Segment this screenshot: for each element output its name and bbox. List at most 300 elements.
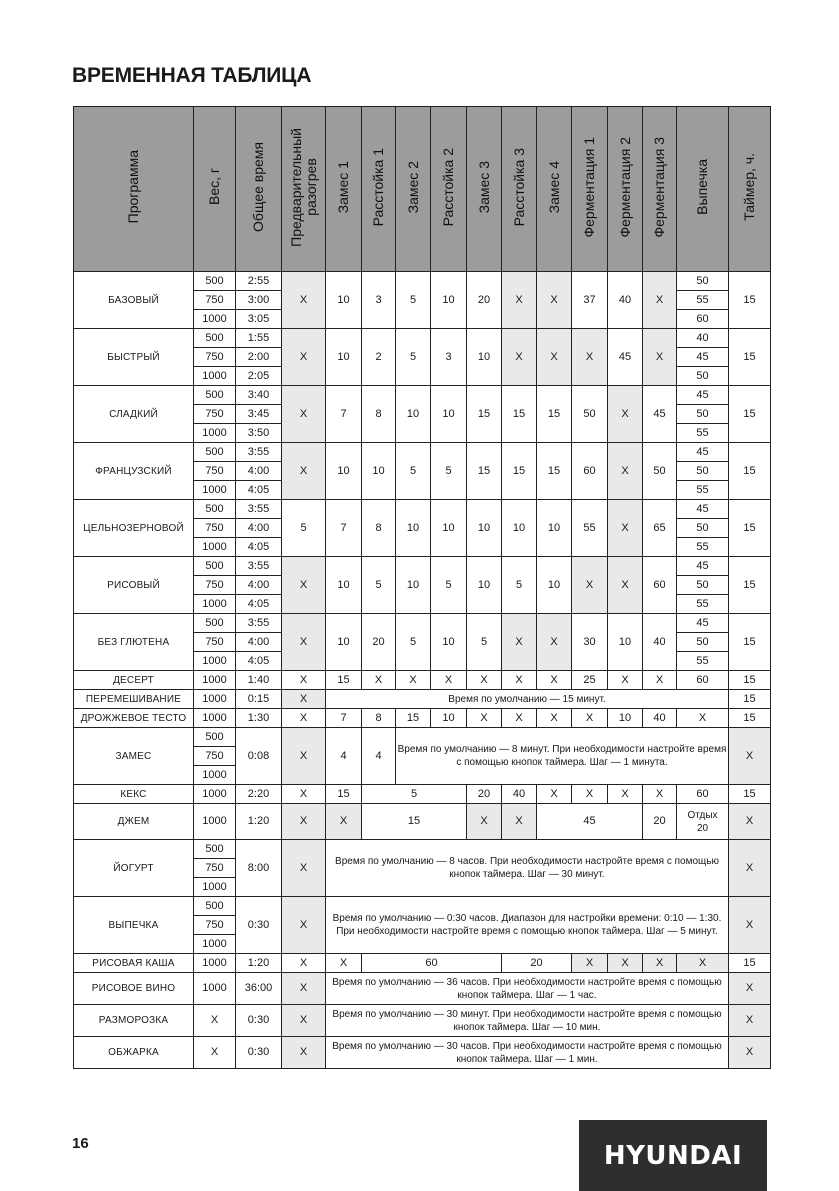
step-cell: 10 [608,709,643,728]
step-cell: X [572,954,608,973]
step-cell: X [608,954,643,973]
step-cell: X [282,329,326,386]
weight-cell: 1000 [194,671,236,690]
weight-cell: 500 [194,728,236,747]
step-cell: 5 [396,272,431,329]
bake-cell: 50 [677,633,729,652]
step-cell: 20 [502,954,572,973]
step-cell: 60 [643,557,677,614]
weight-cell: 750 [194,747,236,766]
rest-value: 20 [696,822,709,834]
step-cell: 10 [326,329,362,386]
table-row [74,973,771,1005]
step-cell: X [467,804,502,840]
step-cell: 10 [431,272,467,329]
timer-cell: X [729,897,771,954]
step-cell: X [502,329,537,386]
bake-cell: 45 [677,557,729,576]
step-cell: X [608,557,643,614]
step-cell: 7 [326,709,362,728]
step-cell: X [537,785,572,804]
step-cell: X [608,386,643,443]
total-time-cell: 1:40 [236,671,282,690]
weight-cell: 1000 [194,954,236,973]
table-row [74,897,771,916]
step-cell: 15 [467,386,502,443]
step-cell: 10 [396,557,431,614]
step-cell: 4 [362,728,396,785]
weight-cell: 1000 [194,652,236,671]
weight-cell: X [194,1037,236,1069]
step-cell: 5 [362,785,467,804]
program-name: КЕКС [74,785,194,804]
weight-cell: 1000 [194,367,236,386]
step-cell: X [502,804,537,840]
step-cell: 7 [326,386,362,443]
step-cell: 45 [537,804,643,840]
total-time-cell: 2:20 [236,785,282,804]
bake-cell: 50 [677,576,729,595]
step-cell: 8 [362,386,396,443]
program-name: ПЕРЕМЕШИВАНИЕ [74,690,194,709]
bake-cell: X [677,954,729,973]
total-time-cell: 2:00 [236,348,282,367]
total-time-cell: 0:30 [236,1005,282,1037]
bake-cell: 40 [677,329,729,348]
table-row [74,728,771,747]
step-cell: X [282,954,326,973]
column-header-label: Расстойка 2 [440,147,456,227]
step-cell: X [572,785,608,804]
bake-cell: 50 [677,405,729,424]
weight-cell: 750 [194,633,236,652]
step-cell: 10 [608,614,643,671]
total-time-cell: 2:05 [236,367,282,386]
step-cell: 5 [431,557,467,614]
header-row [74,107,771,272]
program-name: РИСОВОЕ ВИНО [74,973,194,1005]
bake-cell: 60 [677,785,729,804]
step-cell: 10 [326,443,362,500]
weight-cell: 500 [194,840,236,859]
bake-cell: 45 [677,443,729,462]
total-time-cell: 3:55 [236,614,282,633]
total-time-cell: 0:08 [236,728,282,785]
bake-cell: 55 [677,595,729,614]
total-time-cell: 8:00 [236,840,282,897]
total-time-cell: 3:00 [236,291,282,310]
table-row [74,557,771,576]
step-cell: X [572,709,608,728]
program-name: БЕЗ ГЛЮТЕНА [74,614,194,671]
total-time-cell: 4:00 [236,633,282,652]
program-note: Время по умолчанию — 30 минут. При необходимости настройте время с помощью кнопок таймера. Шаг — 10 мин. [326,1005,729,1037]
total-time-cell: 4:00 [236,519,282,538]
timer-cell: X [729,728,771,785]
total-time-cell: 36:00 [236,973,282,1005]
program-name: ДРОЖЖЕВОЕ ТЕСТО [74,709,194,728]
column-header [467,107,502,272]
column-header-label: Замес 4 [545,160,562,214]
program-name: РАЗМОРОЗКА [74,1005,194,1037]
step-cell: 15 [502,443,537,500]
step-cell: 10 [326,557,362,614]
column-header-label: Расстойка 3 [510,147,527,227]
timer-cell: X [729,1037,771,1069]
table-row [74,1005,771,1037]
step-cell: X [282,785,326,804]
step-cell: 10 [537,500,572,557]
step-cell: 20 [362,614,396,671]
weight-cell: 1000 [194,973,236,1005]
program-name: ФРАНЦУЗСКИЙ [74,443,194,500]
table-row [74,614,771,633]
column-header [194,107,236,272]
column-header-label: Замес 3 [475,160,492,214]
total-time-cell: 1:20 [236,954,282,973]
step-cell: 5 [282,500,326,557]
step-cell: 40 [643,614,677,671]
step-cell: X [537,709,572,728]
timer-cell: X [729,804,771,840]
total-time-cell: 4:05 [236,652,282,671]
weight-cell: 1000 [194,804,236,840]
table-row [74,272,771,291]
step-cell: 8 [362,709,396,728]
step-cell: X [282,840,326,897]
step-cell: X [326,954,362,973]
column-header [537,107,572,272]
step-cell: 15 [467,443,502,500]
step-cell: X [677,709,729,728]
program-name: БЫСТРЫЙ [74,329,194,386]
weight-cell: 1000 [194,595,236,614]
program-name: ЙОГУРТ [74,840,194,897]
step-cell: 7 [326,500,362,557]
weight-cell: 750 [194,462,236,481]
total-time-cell: 3:55 [236,443,282,462]
step-cell: X [643,272,677,329]
step-cell: X [282,690,326,709]
step-cell: 45 [608,329,643,386]
column-header-label: Ферментация 1 [581,136,597,238]
program-name: ЗАМЕС [74,728,194,785]
bake-cell: 55 [677,424,729,443]
step-cell: 4 [326,728,362,785]
page-title: ВРЕМЕННАЯ ТАБЛИЦА [72,64,312,87]
step-cell: X [572,329,608,386]
step-cell: 60 [362,954,502,973]
column-header-label: Программа [125,150,141,224]
step-cell: 10 [362,443,396,500]
step-cell: 10 [467,500,502,557]
bake-cell: 60 [677,310,729,329]
program-note: Время по умолчанию — 0:30 часов. Диапазон для настройки времени: 0:10 — 1:30. При необходимости настройте время с помощью кнопок таймера. Шаг — 5 минут. [326,897,729,954]
total-time-cell: 0:30 [236,897,282,954]
column-header-label: Предварительный разогрев [287,127,319,247]
step-cell: X [282,804,326,840]
program-name: СЛАДКИЙ [74,386,194,443]
column-header [236,107,282,272]
timer-cell: X [729,973,771,1005]
timer-cell: 15 [729,690,771,709]
step-cell: X [282,897,326,954]
step-cell: X [537,329,572,386]
step-cell: 60 [572,443,608,500]
step-cell: 5 [431,443,467,500]
step-cell: X [537,272,572,329]
step-cell: 65 [643,500,677,557]
bake-cell: 55 [677,481,729,500]
step-cell: X [362,671,396,690]
step-cell: X [572,557,608,614]
step-cell: 15 [729,671,771,690]
step-cell: 40 [608,272,643,329]
total-time-cell: 1:55 [236,329,282,348]
step-cell: X [282,386,326,443]
step-cell: 2 [362,329,396,386]
bake-cell: 45 [677,348,729,367]
column-header [502,107,537,272]
step-cell: 60 [677,671,729,690]
timer-cell: 15 [729,329,771,386]
weight-cell: 500 [194,329,236,348]
page-number: 16 [72,1135,89,1152]
step-cell: X [282,973,326,1005]
total-time-cell: 0:15 [236,690,282,709]
table-row [74,386,771,405]
step-cell: 50 [572,386,608,443]
bake-cell: 55 [677,538,729,557]
step-cell: X [643,329,677,386]
step-cell: X [608,443,643,500]
timer-cell: X [729,840,771,897]
total-time-cell: 4:00 [236,462,282,481]
bake-cell: 50 [677,462,729,481]
column-header-label: Ферментация 2 [616,136,633,238]
step-cell: 10 [431,386,467,443]
step-cell: 40 [643,709,677,728]
bake-cell: 50 [677,519,729,538]
bake-cell: 45 [677,500,729,519]
bake-cell: 50 [677,272,729,291]
step-cell: X [502,709,537,728]
weight-cell: 500 [194,386,236,405]
table-row [74,840,771,859]
total-time-cell: 3:55 [236,557,282,576]
step-cell: X [643,671,677,690]
column-header [608,107,643,272]
step-cell: 20 [467,272,502,329]
weight-cell: 1000 [194,709,236,728]
bake-cell: 55 [677,652,729,671]
step-cell: X [537,614,572,671]
table-row [74,690,771,709]
column-header [326,107,362,272]
program-name: БАЗОВЫЙ [74,272,194,329]
step-cell: 5 [396,329,431,386]
step-cell: X [282,443,326,500]
step-cell: X [608,671,643,690]
step-cell: 10 [396,386,431,443]
step-cell: 5 [396,443,431,500]
column-header-label: Замес 1 [335,160,351,214]
step-cell: 3 [431,329,467,386]
step-cell: 10 [467,557,502,614]
step-cell: 10 [467,329,502,386]
step-cell: 15 [537,443,572,500]
column-header-label: Таймер, ч. [741,153,757,221]
total-time-cell: 3:05 [236,310,282,329]
column-header-label: Выпечка [694,159,710,215]
step-cell: 10 [396,500,431,557]
weight-cell: 1000 [194,935,236,954]
weight-cell: 500 [194,614,236,633]
step-cell: 15 [362,804,467,840]
weight-cell: 500 [194,897,236,916]
step-cell: 55 [572,500,608,557]
column-header [282,107,326,272]
total-time-cell: 3:40 [236,386,282,405]
step-cell: 5 [502,557,537,614]
timer-cell: 15 [729,614,771,671]
total-time-cell: 4:00 [236,576,282,595]
total-time-cell: 1:30 [236,709,282,728]
step-cell: 15 [729,709,771,728]
step-cell: X [608,785,643,804]
program-note: Время по умолчанию — 8 часов. При необходимости настройте время с помощью кнопок таймера. Шаг — 30 минут. [326,840,729,897]
step-cell: 3 [362,272,396,329]
step-cell: X [282,1037,326,1069]
program-note: Время по умолчанию — 36 часов. При необходимости настройте время с помощью кнопок таймера. Шаг — 1 час. [326,973,729,1005]
table-row [74,709,771,728]
weight-cell: 1000 [194,785,236,804]
step-cell: 5 [396,614,431,671]
table-row [74,785,771,804]
step-cell: X [282,728,326,785]
weight-cell: 750 [194,348,236,367]
total-time-cell: 4:05 [236,595,282,614]
weight-cell: 750 [194,519,236,538]
step-cell: 40 [502,785,537,804]
weight-cell: 1000 [194,690,236,709]
column-header [572,107,608,272]
program-note: Время по умолчанию — 15 минут. [326,690,729,709]
total-time-cell: 3:45 [236,405,282,424]
step-cell: X [467,671,502,690]
weight-cell: 500 [194,272,236,291]
step-cell: 10 [431,614,467,671]
column-header [396,107,431,272]
program-name: РИСОВАЯ КАША [74,954,194,973]
step-cell: 15 [326,785,362,804]
weight-cell: 1000 [194,878,236,897]
weight-cell: 1000 [194,310,236,329]
step-cell: 20 [467,785,502,804]
program-note: Время по умолчанию — 30 часов. При необходимости настройте время с помощью кнопок таймера. Шаг — 1 мин. [326,1037,729,1069]
step-cell: X [431,671,467,690]
column-header [643,107,677,272]
step-cell: 10 [326,614,362,671]
step-cell: X [467,709,502,728]
bake-cell: 55 [677,291,729,310]
table-row [74,804,771,840]
step-cell: X [643,785,677,804]
step-cell: X [282,614,326,671]
program-time-table [73,106,771,1069]
step-cell: 15 [326,671,362,690]
total-time-cell: 4:05 [236,481,282,500]
timer-cell: 15 [729,785,771,804]
step-cell: 10 [431,709,467,728]
weight-cell: 500 [194,557,236,576]
bake-cell: 45 [677,614,729,633]
step-cell: 10 [502,500,537,557]
step-cell: 15 [396,709,431,728]
step-cell: 10 [537,557,572,614]
column-header-label: Ферментация 3 [651,136,667,238]
column-header-label: Расстойка 1 [370,147,386,227]
timer-cell: 15 [729,500,771,557]
total-time-cell: 4:05 [236,538,282,557]
column-header [431,107,467,272]
step-cell: X [502,272,537,329]
weight-cell: 1000 [194,424,236,443]
brand-logo: HYUNDAI [579,1120,767,1191]
bake-cell: 50 [677,367,729,386]
table-row [74,443,771,462]
total-time-cell: 2:55 [236,272,282,291]
step-cell: 8 [362,500,396,557]
step-cell: 10 [326,272,362,329]
program-name: ДЖЕМ [74,804,194,840]
timer-cell: 15 [729,954,771,973]
bake-cell [677,804,729,840]
column-header [74,107,194,272]
timer-cell: X [729,1005,771,1037]
step-cell: X [326,804,362,840]
column-header [729,107,771,272]
table-row [74,1037,771,1069]
table-row [74,329,771,348]
timer-cell: 15 [729,386,771,443]
column-header [362,107,396,272]
program-name: ВЫПЕЧКА [74,897,194,954]
column-header-label: Вес, г [206,168,222,206]
step-cell: X [282,671,326,690]
weight-cell: 1000 [194,538,236,557]
step-cell: 10 [431,500,467,557]
program-name: РИСОВЫЙ [74,557,194,614]
step-cell: X [282,272,326,329]
step-cell: 15 [537,386,572,443]
step-cell: X [502,614,537,671]
weight-cell: 750 [194,916,236,935]
table-row [74,500,771,519]
program-name: ОБЖАРКА [74,1037,194,1069]
step-cell: 30 [572,614,608,671]
weight-cell: 750 [194,859,236,878]
total-time-cell: 3:50 [236,424,282,443]
total-time-cell: 3:55 [236,500,282,519]
timer-cell: 15 [729,272,771,329]
column-header-label: Общее время [250,142,266,232]
program-note: Время по умолчанию — 8 минут. При необходимости настройте время с помощью кнопок таймера. Шаг — 1 минута. [396,728,729,785]
program-name: ДЕСЕРТ [74,671,194,690]
step-cell: X [282,1005,326,1037]
program-name: ЦЕЛЬНОЗЕРНОВОЙ [74,500,194,557]
weight-cell: 500 [194,500,236,519]
